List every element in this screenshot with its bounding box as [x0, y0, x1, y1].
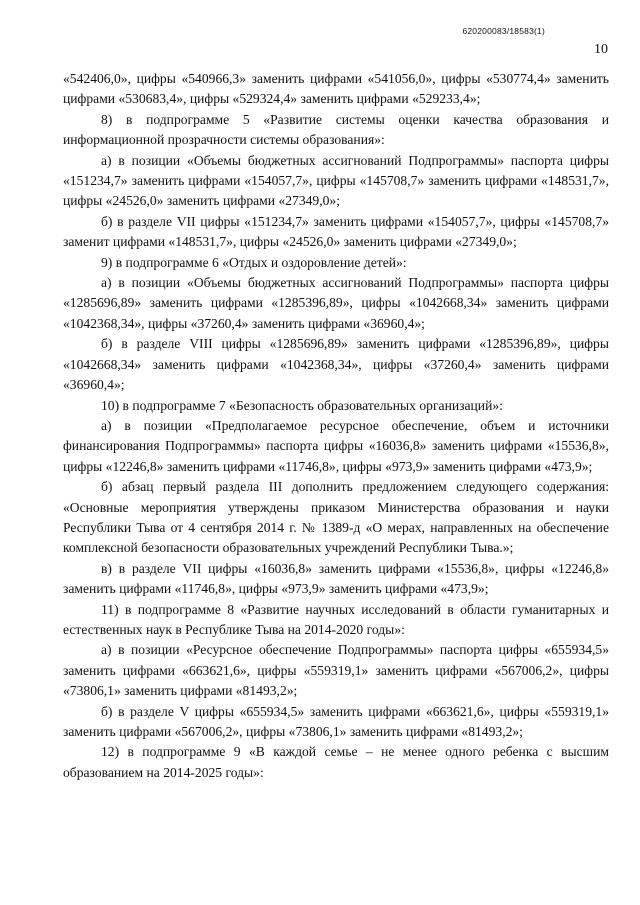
paragraph-item-9b: б) в разделе VIII цифры «1285696,89» заменить цифрами «1285396,89», цифры «1042668,34» заменить цифрами «1042368,34», цифры «37260,4» заменить цифрами «36960,4»;	[63, 336, 609, 393]
paragraph-item-11b: б) в разделе V цифры «655934,5» заменить цифрами «663621,6», цифры «559319,1» заменить цифрами «567006,2», цифры «73806,1» заменить цифрами «81493,2»;	[63, 703, 609, 739]
paragraph-item-11a: а) в позиции «Ресурсное обеспечение Подпрограммы» паспорта цифры «655934,5» заменить цифрами «663621,6», цифры «559319,1» заменить цифрами «567006,2», цифры «73806,1» заменить цифрами «81493,2»;	[63, 642, 609, 699]
paragraph-item-9: 9) в подпрограмме 6 «Отдых и оздоровление детей»:	[101, 254, 407, 270]
paragraph-continuation: «542406,0», цифры «540966,3» заменить цифрами «541056,0», цифры «530774,4» заменить цифрами «530683,4», цифры «529324,4» заменить цифрами «529233,4»;	[63, 71, 609, 107]
paragraph-item-10: 10) в подпрограмме 7 «Безопасность образовательных организаций»:	[101, 397, 503, 413]
paragraph-item-10c: в) в разделе VII цифры «16036,8» заменить цифрами «15536,8», цифры «12246,8» заменить цифрами «11746,8», цифры «973,9» заменить цифрами «473,9»;	[63, 560, 609, 597]
document-id: 620200083/18583(1)	[462, 26, 545, 36]
paragraph-item-8a: а) в позиции «Объемы бюджетных ассигнований Подпрограммы» паспорта цифры «151234,7» заменить цифрами «154057,7», цифры «145708,7» заменить цифрами «148531,7», цифры «24526,0» заменить цифрами «27349,0»;	[63, 152, 609, 209]
paragraph-item-10b: б) абзац первый раздела III дополнить предложением следующего содержания: «Основные мероприятия утверждены приказом Министерства образования и науки Республики Тыва от 4 сентября 2014 г. № 1389-д «О мерах, направленных на обеспечение комплексной безопасности образовательных учреждений Республики Тыва.»;	[63, 479, 609, 556]
document-body	[63, 69, 609, 783]
paragraph-item-8b: б) в разделе VII цифры «151234,7» заменить цифрами «154057,7», цифры «145708,7» заменит цифрами «148531,7», цифры «24526,0» заменить цифрами «27349,0»;	[63, 213, 609, 250]
paragraph-item-8: 8) в подпрограмме 5 «Развитие системы оценки качества образования и информационной прозрачности системы образования»:	[63, 111, 609, 148]
page-number: 10	[594, 42, 608, 57]
paragraph-item-9a: а) в позиции «Объемы бюджетных ассигнований Подпрограммы» паспорта цифры «1285696,89» заменить цифрами «1285396,89», цифры «1042668,34» заменить цифрами «1042368,34», цифры «37260,4» заменить цифрами «36960,4»;	[63, 275, 609, 331]
paragraph-item-11: 11) в подпрограмме 8 «Развитие научных исследований в области гуманитарных и естественных наук в Республике Тыва на 2014-2020 годы»:	[63, 601, 609, 637]
paragraph-item-10a: а) в позиции «Предполагаемое ресурсное обеспечение, объем и источники финансирования Подпрограммы» паспорта цифры «16036,8» заменить цифрами «15536,8», цифры «12246,8» заменить цифрами «11746,8», цифры «973,9» заменить цифрами «473,9»;	[63, 417, 609, 474]
paragraph-item-12: 12) в подпрограмме 9 «В каждой семье – не менее одного ребенка с высшим образованием на 2014-2025 годы»:	[63, 744, 609, 780]
